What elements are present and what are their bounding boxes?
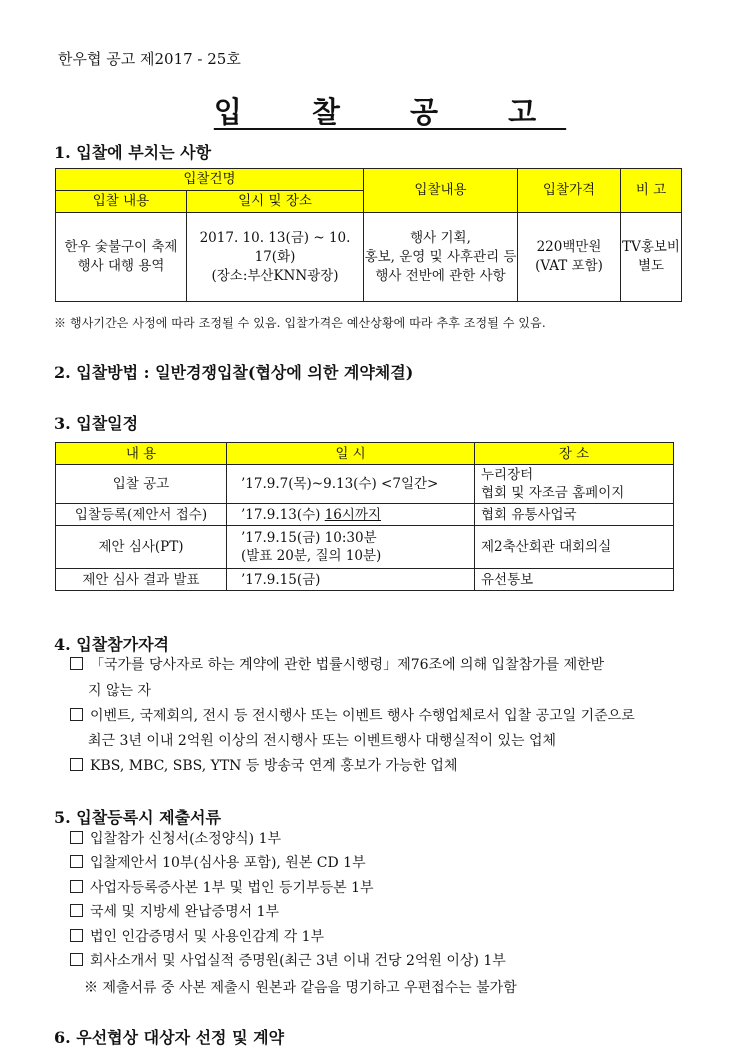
header-schedule-date: 일 시 <box>227 443 475 465</box>
header-schedule-content: 내 용 <box>56 443 227 465</box>
table-row <box>56 504 674 526</box>
header-details: 입찰내용 <box>364 169 518 213</box>
schedule-content: 제안 심사(PT) <box>56 526 227 569</box>
list-item-text: 회사소개서 및 사업실적 증명원(최근 3년 이내 건당 2억원 이상) 1부 <box>90 953 506 969</box>
cell-note-line: TV홍보비 <box>622 239 680 255</box>
checkbox-icon <box>70 657 83 670</box>
section6-heading: 6. 우선협상 대상자 선정 및 계약 <box>54 1028 285 1047</box>
list-item <box>70 829 281 849</box>
section1-heading: 1. 입찰에 부치는 사항 <box>54 143 212 162</box>
section4-heading: 4. 입찰참가자격 <box>54 635 170 654</box>
schedule-deadline: 16시까지 <box>324 506 381 523</box>
cell-content-line: 한우 숯불구이 축제 <box>64 239 178 255</box>
schedule-date <box>227 526 475 569</box>
schedule-date <box>227 504 475 526</box>
cell-note-line: 별도 <box>637 258 665 274</box>
schedule-date-line: (발표 20분, 질의 10분) <box>241 548 382 564</box>
checkbox-icon <box>70 929 83 942</box>
section2-heading: 2. 입찰방법 : 일반경쟁입찰(협상에 의한 계약체결) <box>54 363 414 382</box>
document-title-text: 입 찰 공 고 <box>213 95 567 129</box>
schedule-date-text: ’17.9.13(수) <box>241 506 325 523</box>
table-row <box>56 569 674 591</box>
list-item <box>70 951 506 971</box>
section3-heading: 3. 입찰일정 <box>54 414 139 433</box>
cell-price-line: (VAT 포함) <box>535 258 603 274</box>
cell-datetime <box>187 213 364 302</box>
schedule-date: ’17.9.15(금) <box>227 569 475 591</box>
checkbox-icon <box>70 880 83 893</box>
header-content: 입찰 내용 <box>56 191 187 213</box>
list-item-text: 법인 인감증명서 및 사용인감계 각 1부 <box>90 929 325 945</box>
schedule-place: 제2축산회관 대회의실 <box>475 526 674 569</box>
schedule-table <box>55 442 674 591</box>
list-item <box>70 655 604 675</box>
list-item <box>70 706 635 726</box>
cell-details-line: 홍보, 운영 및 사후관리 등 <box>364 248 517 265</box>
checkbox-icon <box>70 831 83 844</box>
checkbox-icon <box>70 953 83 966</box>
schedule-content: 입찰 공고 <box>56 465 227 504</box>
header-note: 비 고 <box>621 169 682 213</box>
schedule-place-line: 협회 및 자조금 홈페이지 <box>481 485 625 501</box>
header-schedule-place: 장 소 <box>475 443 674 465</box>
cell-details-line: 행사 전반에 관한 사항 <box>375 267 506 284</box>
list-item-continuation: 지 않는 자 <box>88 683 151 699</box>
header-price: 입찰가격 <box>518 169 621 213</box>
cell-details <box>364 213 518 302</box>
list-item-text: 국세 및 지방세 완납증명서 1부 <box>90 904 279 920</box>
schedule-place <box>475 465 674 504</box>
schedule-date-line: ’17.9.15(금) 10:30분 <box>241 530 377 546</box>
cell-price <box>518 213 621 302</box>
list-item <box>70 756 457 776</box>
cell-note <box>621 213 682 302</box>
list-item-text: 사업자등록증사본 1부 및 법인 등기부등본 1부 <box>90 880 374 896</box>
checkbox-icon <box>70 904 83 917</box>
header-bid-name: 입찰건명 <box>56 169 364 191</box>
section5-note: ※ 제출서류 중 사본 제출시 원본과 같음을 명기하고 우편접수는 불가함 <box>84 980 517 996</box>
list-item-text: 입찰제안서 10부(심사용 포함), 원본 CD 1부 <box>90 855 366 871</box>
list-item-continuation: 최근 3년 이내 2억원 이상의 전시행사 또는 이벤트행사 대행실적이 있는 업체 <box>88 733 557 749</box>
section1-footnote: ※ 행사기간은 사정에 따라 조정될 수 있음. 입찰가격은 예산상황에 따라 추후 조정될 수 있음. <box>54 316 546 330</box>
list-item <box>70 902 279 922</box>
list-item <box>70 927 324 947</box>
schedule-content: 입찰등록(제안서 접수) <box>56 504 227 526</box>
schedule-place-line: 누리장터 <box>481 467 534 483</box>
list-item <box>70 853 366 873</box>
schedule-place: 협회 유통사업국 <box>475 504 674 526</box>
cell-details-line: 행사 기획, <box>410 229 471 246</box>
list-item-text: 입찰참가 신청서(소정양식) 1부 <box>90 831 282 847</box>
cell-price-line: 220백만원 <box>536 239 602 255</box>
bid-items-table <box>55 168 682 302</box>
cell-datetime-line: 2017. 10. 13(금) ~ 10. 17(화) <box>199 229 351 265</box>
cell-content-line: 행사 대행 용역 <box>77 258 165 274</box>
section5-heading: 5. 입찰등록시 제출서류 <box>54 808 221 827</box>
list-item-text: 「국가를 당사자로 하는 계약에 관한 법률시행령」제76조에 의해 입찰참가를 제한받 <box>90 657 605 673</box>
table-row <box>56 526 674 569</box>
checkbox-icon <box>70 758 83 771</box>
schedule-date: ’17.9.7(목)~9.13(수) <7일간> <box>227 465 475 504</box>
document-title <box>0 90 750 131</box>
header-datetime: 일시 및 장소 <box>187 191 364 213</box>
list-item <box>70 878 374 898</box>
list-item-text: 이벤트, 국제회의, 전시 등 전시행사 또는 이벤트 행사 수행업체로서 입찰 공고일 기준으로 <box>90 708 635 724</box>
cell-content <box>56 213 187 302</box>
checkbox-icon <box>70 855 83 868</box>
table-row <box>56 465 674 504</box>
schedule-place: 유선통보 <box>475 569 674 591</box>
checkbox-icon <box>70 708 83 721</box>
list-item-text: KBS, MBC, SBS, YTN 등 방송국 연계 홍보가 가능한 업체 <box>90 758 458 774</box>
schedule-content: 제안 심사 결과 발표 <box>56 569 227 591</box>
cell-datetime-line: (장소:부산KNN광장) <box>211 267 339 284</box>
notice-number: 한우협 공고 제2017 - 25호 <box>58 50 241 68</box>
